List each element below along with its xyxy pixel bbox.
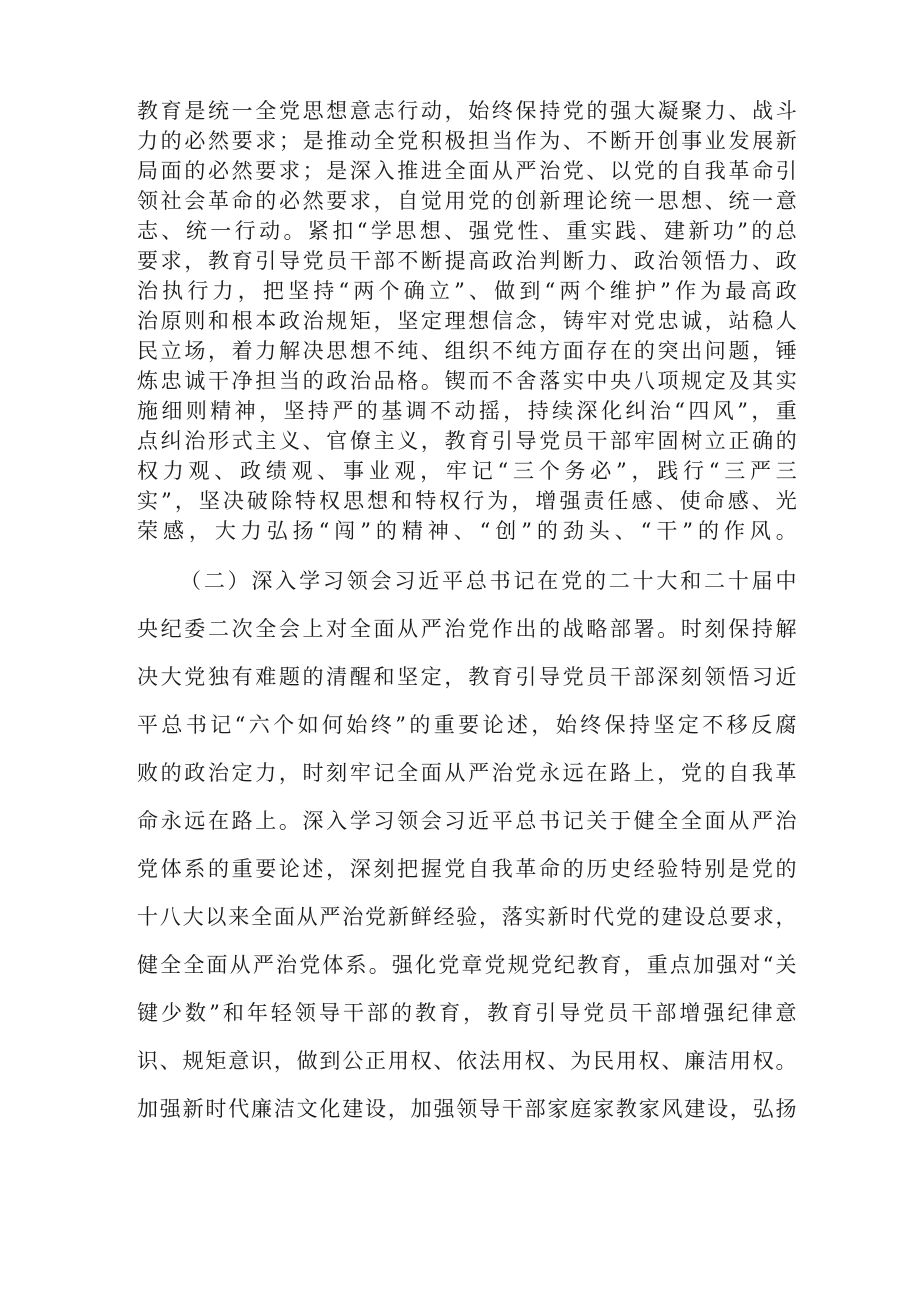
text-line: 平总书记“六个如何始终”的重要论述，始终保持坚定不移反腐 xyxy=(137,713,797,737)
text-line: 命永远在路上。深入学习领会习近平总书记关于健全全面从严治 xyxy=(137,809,797,833)
text-line: 治执行力，把坚持“两个确立”、做到“两个维护”作为最高政 xyxy=(137,279,797,303)
text-line: 健全全面从严治党体系。强化党章党规党纪教育，重点加强对“关 xyxy=(137,953,797,977)
text-line: 识、规矩意识，做到公正用权、依法用权、为民用权、廉洁用权。 xyxy=(137,1049,797,1073)
text-line: 键少数”和年轻领导干部的教育，教育引导党员干部增强纪律意 xyxy=(137,1001,797,1025)
text-line: 败的政治定力，时刻牢记全面从严治党永远在路上，党的自我革 xyxy=(137,761,797,785)
text-line: 央纪委二次全会上对全面从严治党作出的战略部署。时刻保持解 xyxy=(137,617,797,641)
text-line: 决大党独有难题的清醒和坚定，教育引导党员干部深刻领悟习近 xyxy=(137,665,797,689)
text-line: （二）深入学习领会习近平总书记在党的二十大和二十届中 xyxy=(180,569,797,593)
text-line: 领社会革命的必然要求，自觉用党的创新理论统一思想、统一意 xyxy=(137,189,797,213)
text-line: 志、统一行动。紧扣“学思想、强党性、重实践、建新功”的总 xyxy=(137,219,797,243)
text-line: 党体系的重要论述，深刻把握党自我革命的历史经验特别是党的 xyxy=(137,857,797,881)
text-line: 教育是统一全党思想意志行动，始终保持党的强大凝聚力、战斗 xyxy=(137,99,797,123)
text-line: 要求，教育引导党员干部不断提高政治判断力、政治领悟力、政 xyxy=(137,249,797,273)
text-line: 荣感，大力弘扬“闯”的精神、“创”的劲头、“干”的作风。 xyxy=(137,519,797,543)
text-line: 加强新时代廉洁文化建设，加强领导干部家庭家教家风建设，弘扬 xyxy=(137,1097,797,1121)
text-line: 局面的必然要求；是深入推进全面从严治党、以党的自我革命引 xyxy=(137,159,797,183)
text-line: 治原则和根本政治规矩，坚定理想信念，铸牢对党忠诚，站稳人 xyxy=(137,309,797,333)
text-line: 力的必然要求；是推动全党积极担当作为、不断开创事业发展新 xyxy=(137,129,797,153)
text-line: 炼忠诚干净担当的政治品格。锲而不舍落实中央八项规定及其实 xyxy=(137,369,797,393)
text-line: 民立场，着力解决思想不纯、组织不纯方面存在的突出问题，锤 xyxy=(137,339,797,363)
text-line: 权力观、政绩观、事业观，牢记“三个务必”，践行“三严三 xyxy=(137,459,797,483)
text-line: 点纠治形式主义、官僚主义，教育引导党员干部牢固树立正确的 xyxy=(137,429,797,453)
text-line: 施细则精神，坚持严的基调不动摇，持续深化纠治“四风”，重 xyxy=(137,399,797,423)
text-line: 实”，坚决破除特权思想和特权行为，增强责任感、使命感、光 xyxy=(137,489,797,513)
text-line: 十八大以来全面从严治党新鲜经验，落实新时代党的建设总要求， xyxy=(137,905,797,929)
